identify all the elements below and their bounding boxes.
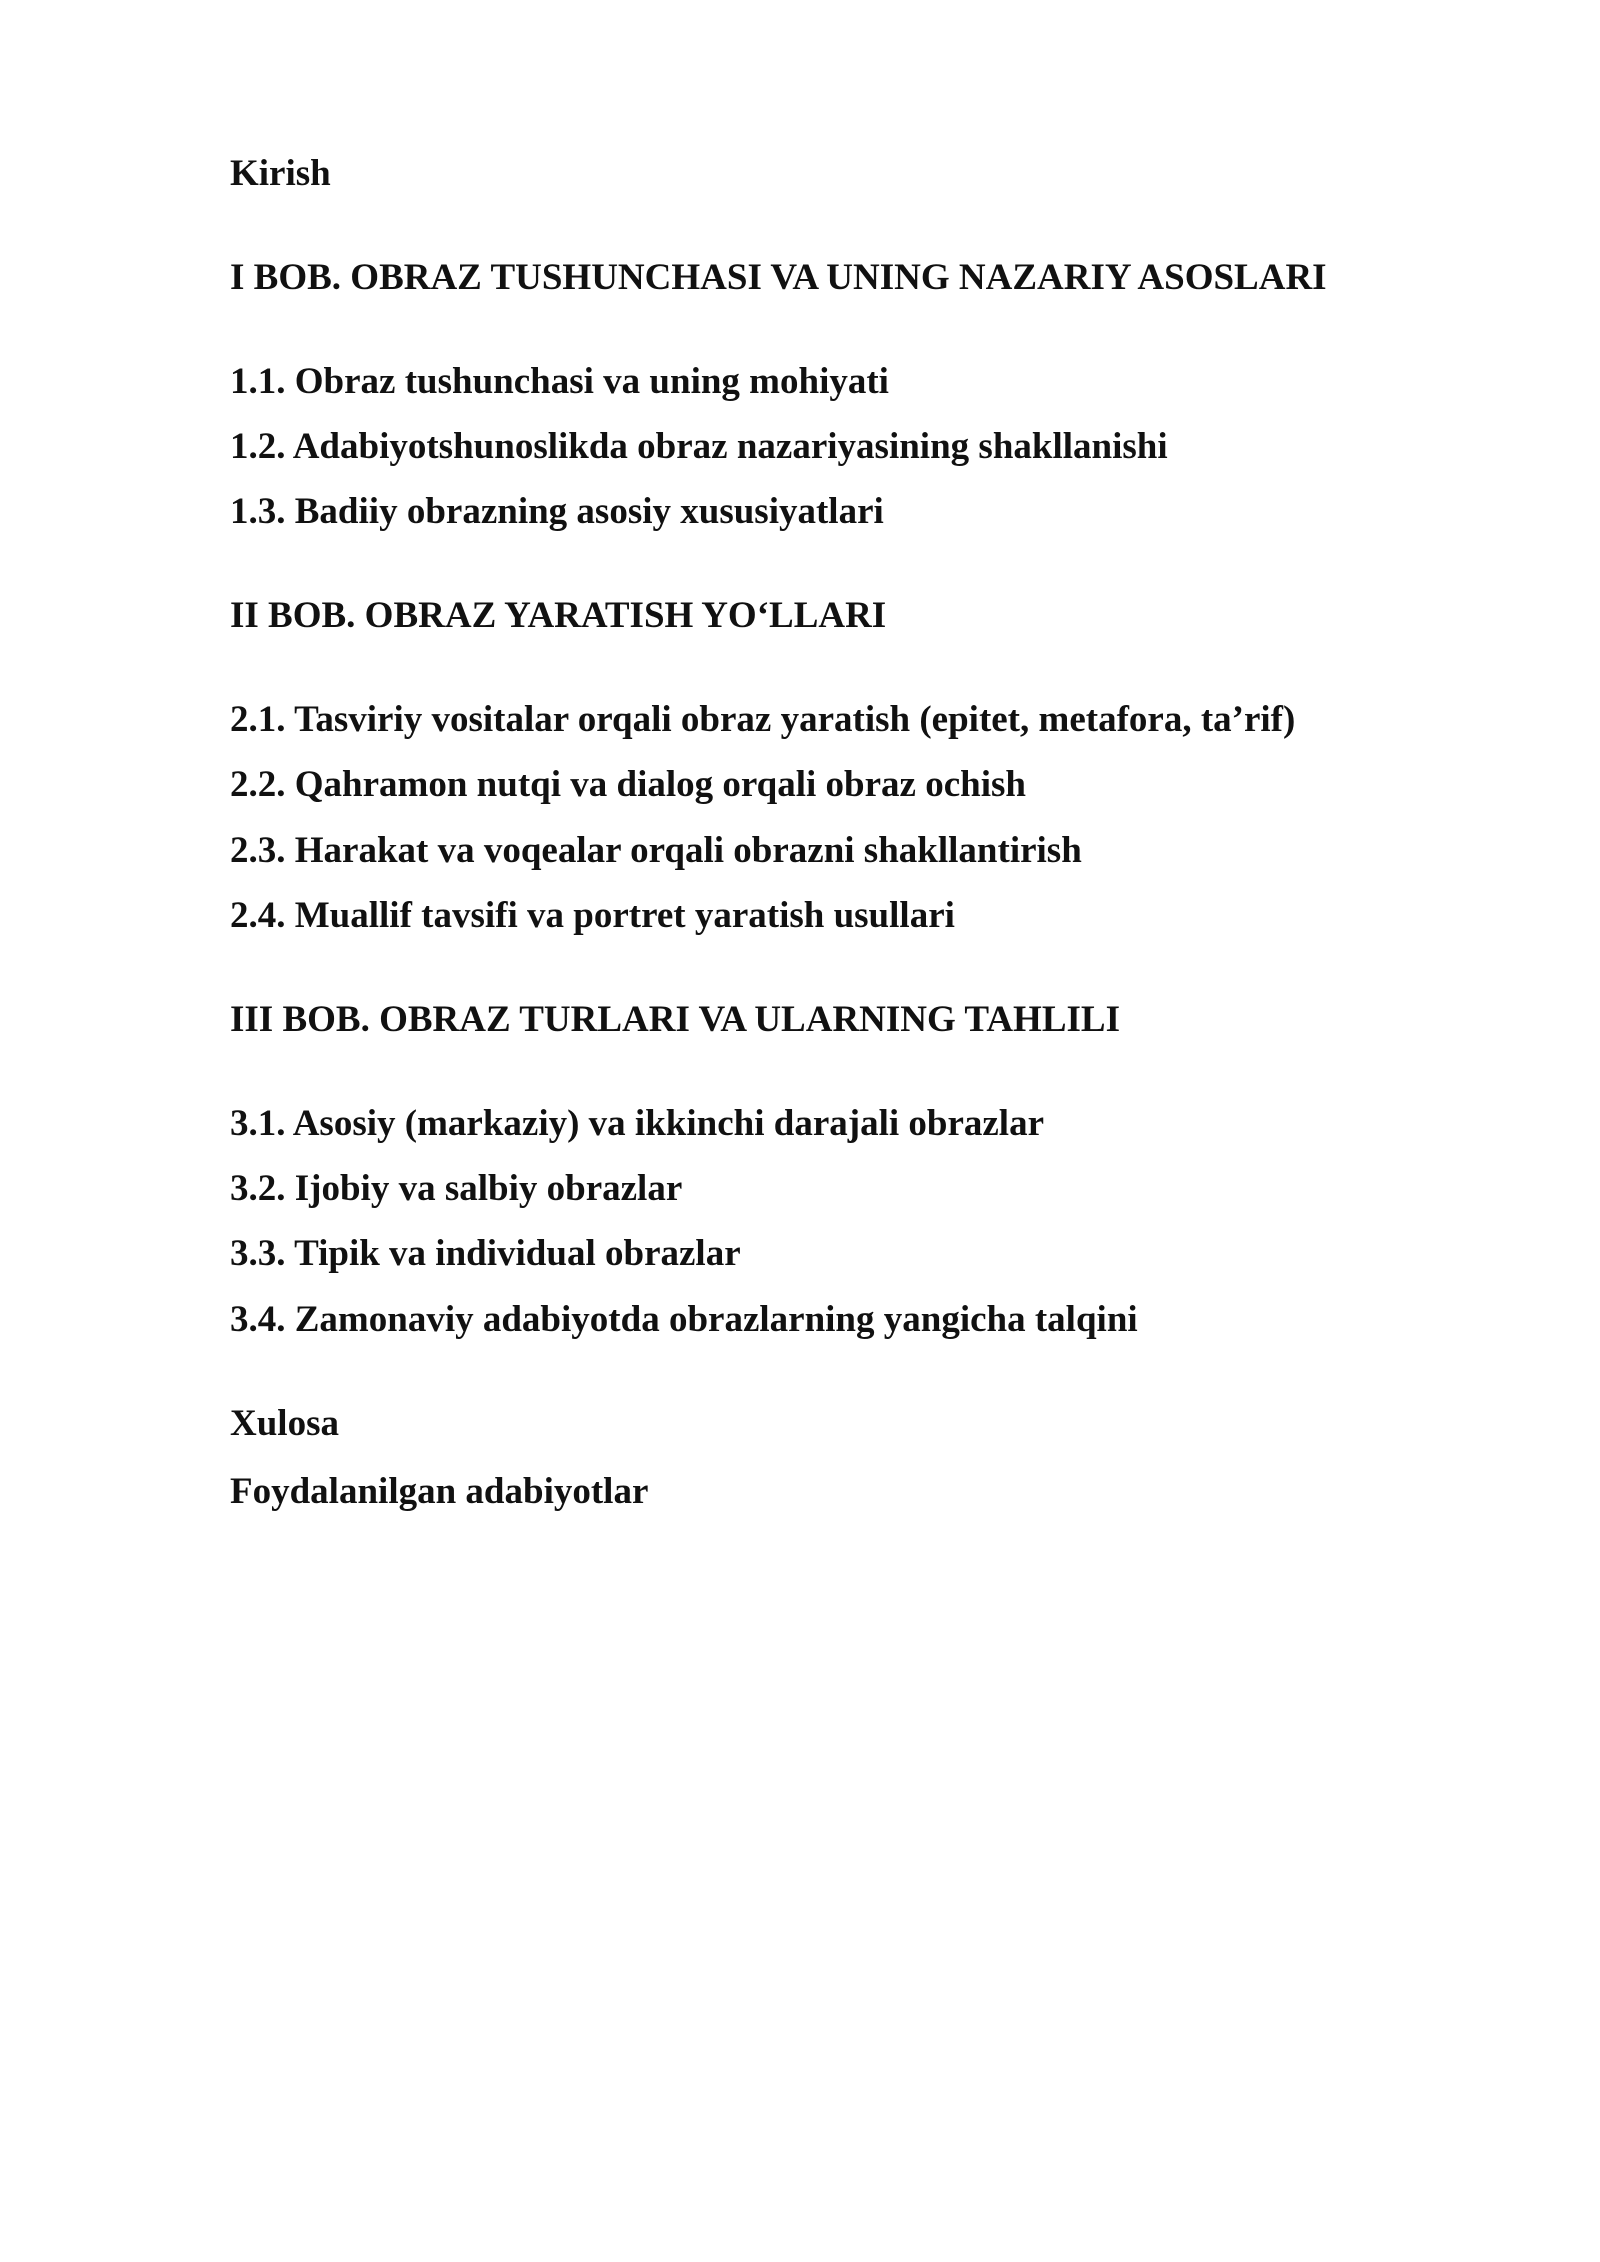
toc-intro: Kirish (230, 153, 331, 194)
toc-conclusion: Xulosa (230, 1403, 339, 1444)
toc-section-3-3: 3.3. Tipik va individual obrazlar (230, 1233, 741, 1274)
toc-section-1-1: 1.1. Obraz tushunchasi va uning mohiyati (230, 361, 889, 402)
toc-chapter-3-title: III BOB. OBRAZ TURLARI VA ULARNING TAHLILI (230, 999, 1120, 1040)
toc-references: Foydalanilgan adabiyotlar (230, 1471, 649, 1512)
toc-section-1-3: 1.3. Badiiy obrazning asosiy xususiyatlari (230, 491, 884, 532)
toc-section-2-1: 2.1. Tasviriy vositalar orqali obraz yaratish (epitet, metafora, ta’rif) (230, 699, 1296, 740)
toc-section-2-4: 2.4. Muallif tavsifi va portret yaratish usullari (230, 895, 955, 936)
toc-section-3-2: 3.2. Ijobiy va salbiy obrazlar (230, 1168, 683, 1209)
toc-chapter-1-title: I BOB. OBRAZ TUSHUNCHASI VA UNING NAZARIY ASOSLARI (230, 257, 1327, 298)
toc-chapter-2-title: II BOB. OBRAZ YARATISH YO‘LLARI (230, 595, 887, 636)
toc-section-2-3: 2.3. Harakat va voqealar orqali obrazni shakllantirish (230, 830, 1082, 871)
toc-section-2-2: 2.2. Qahramon nutqi va dialog orqali obraz ochish (230, 764, 1026, 805)
toc-section-3-4: 3.4. Zamonaviy adabiyotda obrazlarning yangicha talqini (230, 1299, 1138, 1340)
toc-section-3-1: 3.1. Asosiy (markaziy) va ikkinchi darajali obrazlar (230, 1103, 1044, 1144)
toc-section-1-2: 1.2. Adabiyotshunoslikda obraz nazariyasining shakllanishi (230, 426, 1168, 467)
